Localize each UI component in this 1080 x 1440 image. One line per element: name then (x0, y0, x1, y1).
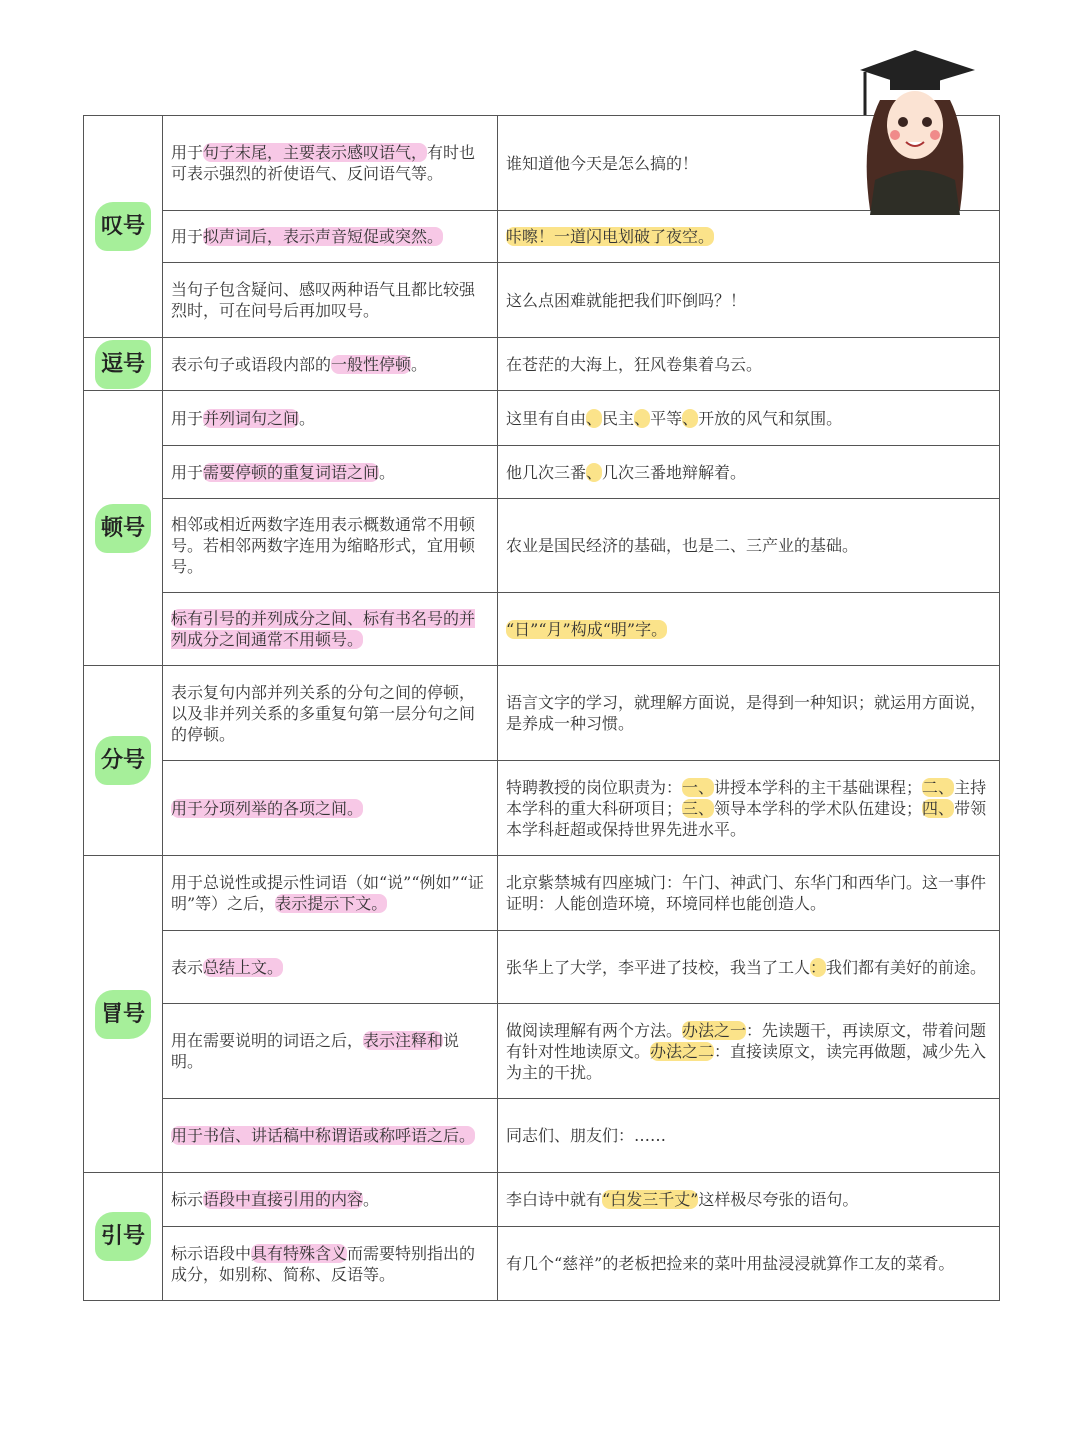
usage-description (163, 391, 498, 446)
example-sentence (498, 856, 1000, 931)
table-row (84, 761, 1000, 856)
highlighted-text: 标有引号的并列成分之间、标有书名号的并列成分之间通常不用顿号。 (171, 609, 476, 649)
text: 表示句子或语段内部的 (171, 354, 332, 374)
category-label: 顿号 (95, 504, 151, 553)
highlighted-text: 、 (634, 408, 651, 428)
table-row (84, 1173, 1000, 1227)
highlighted-text: 总结上文。 (203, 957, 284, 977)
example-sentence (498, 263, 1000, 338)
table-row (84, 593, 1000, 666)
category-label: 引号 (95, 1212, 151, 1261)
text: 做阅读理解有两个方法。 (506, 1020, 683, 1040)
text: 这么点困难就能把我们吓倒吗？！ (506, 290, 747, 310)
text: 谁知道他今天是怎么搞的！ (506, 153, 699, 173)
highlighted-text: 表示注释和 (363, 1031, 444, 1050)
usage-description (163, 1227, 498, 1301)
text: 特聘教授的岗位职责为： (506, 777, 683, 797)
text: 同志们、朋友们：…… (506, 1126, 667, 1145)
category-label: 冒号 (95, 990, 151, 1039)
text: 有时也可表示强烈的祈使语气、反问语气等。 (171, 143, 476, 183)
example-sentence (498, 931, 1000, 1004)
example-sentence (498, 761, 1000, 856)
text: 表示复句内部并列关系的分句之间的停顿，以及非并列关系的多重复句第一层分句之间的停顿。 (171, 682, 476, 744)
category-label: 分号 (95, 736, 151, 785)
text: 当句子包含疑问、感叹两种语气且都比较强烈时，可在问号后再加叹号。 (171, 280, 476, 320)
category-cell (84, 856, 163, 1173)
highlighted-text: 办法之二 (650, 1041, 715, 1061)
text: 标示 (171, 1190, 204, 1209)
highlighted-text: 、 (682, 408, 699, 428)
text: 用于 (171, 227, 204, 246)
highlighted-text: 二、 (922, 777, 955, 797)
usage-description (163, 116, 498, 211)
usage-description (163, 593, 498, 666)
usage-description (163, 1173, 498, 1227)
text: 领导本学科的学术队伍建设； (714, 798, 923, 818)
highlighted-text: 用于分项列举的各项之间。 (171, 798, 364, 818)
category-cell (84, 666, 163, 856)
example-sentence (498, 391, 1000, 446)
table-row (84, 931, 1000, 1004)
text: 这样极尽夸张的语句。 (698, 1190, 859, 1209)
text: 用于 (171, 408, 204, 428)
text: ：先读题干，再读原文，带着问题有针对性地读原文。 (506, 1020, 987, 1061)
highlighted-text: “白发三千丈” (602, 1190, 699, 1209)
text: 用于总说性或提示性词语（如“说”“例如”“证明”等）之后， (171, 873, 484, 913)
usage-description (163, 931, 498, 1004)
table-row (84, 338, 1000, 391)
highlighted-text: 办法之一 (682, 1020, 747, 1040)
table-row (84, 499, 1000, 593)
usage-description (163, 1004, 498, 1099)
example-sentence (498, 593, 1000, 666)
text: 民主 (602, 408, 635, 428)
text: 在苍茫的大海上，狂风卷集着乌云。 (506, 354, 763, 374)
example-sentence (498, 1173, 1000, 1227)
usage-description (163, 856, 498, 931)
table-row (84, 1004, 1000, 1099)
highlighted-text: “日”“月”构成“明”字。 (506, 619, 668, 639)
usage-description (163, 211, 498, 263)
highlighted-text: 三、 (682, 798, 715, 818)
example-sentence (498, 1004, 1000, 1099)
example-sentence (498, 499, 1000, 593)
usage-description (163, 338, 498, 391)
example-sentence (498, 1227, 1000, 1301)
highlighted-text: 用于书信、讲话稿中称谓语或称呼语之后。 (171, 1126, 476, 1145)
text: 有几个“慈祥”的老板把捡来的菜叶用盐浸浸就算作工友的菜肴。 (506, 1254, 955, 1273)
highlighted-text: 拟声词后，表示声音短促或突然。 (203, 227, 444, 246)
text: 用于 (171, 462, 204, 482)
text: 。 (411, 354, 428, 374)
text: 。 (379, 462, 396, 482)
table-row (84, 391, 1000, 446)
category-cell (84, 116, 163, 338)
text: 李白诗中就有 (506, 1190, 603, 1209)
usage-description (163, 1099, 498, 1173)
text: 表示 (171, 957, 204, 977)
table-row (84, 446, 1000, 499)
highlighted-text: 四、 (922, 798, 955, 818)
highlighted-text: 咔嚓！一道闪电划破了夜空。 (506, 227, 715, 246)
graduate-girl-illustration (840, 40, 990, 230)
category-cell (84, 1173, 163, 1301)
usage-description (163, 263, 498, 338)
table-row (84, 666, 1000, 761)
text: 他几次三番 (506, 462, 587, 482)
text: 平等 (650, 408, 683, 428)
highlighted-text: 并列词句之间 (203, 408, 300, 428)
text: 讲授本学科的主干基础课程； (714, 777, 923, 797)
text: 语言文字的学习，就理解方面说，是得到一种知识；就运用方面说，是养成一种习惯。 (506, 693, 987, 733)
usage-description (163, 446, 498, 499)
punctuation-table (83, 115, 1000, 1301)
table-row (84, 1227, 1000, 1301)
highlighted-text: 、 (586, 408, 603, 428)
table-row (84, 1099, 1000, 1173)
text: 标示语段中 (171, 1243, 252, 1263)
text: 几次三番地辩解着。 (602, 462, 747, 482)
category-cell (84, 391, 163, 666)
text: ：直接读原文，读完再做题，减少先入为主的干扰。 (506, 1041, 987, 1082)
text: 说明。 (171, 1031, 460, 1071)
table-row (84, 856, 1000, 931)
table-row (84, 263, 1000, 338)
highlighted-text: 一般性停顿 (331, 354, 412, 374)
text: 主持本学科的重大科研项目； (506, 777, 987, 818)
text: 而需要特别指出的成分，如别称、简称、反语等。 (171, 1243, 476, 1284)
example-sentence (498, 1099, 1000, 1173)
highlighted-text: ： (810, 957, 827, 977)
text: 农业是国民经济的基础，也是二、三产业的基础。 (506, 536, 859, 555)
highlighted-text: 一、 (682, 777, 715, 797)
example-sentence (498, 666, 1000, 761)
highlighted-text: 需要停顿的重复词语之间 (203, 462, 380, 482)
text: 北京紫禁城有四座城门：午门、神武门、东华门和西华门。这一事件证明：人能创造环境，环境同样也能创造人。 (506, 873, 987, 913)
text: 张华上了大学，李平进了技校，我当了工人 (506, 957, 811, 977)
text: 用在需要说明的词语之后， (171, 1031, 364, 1050)
text: 相邻或相近两数字连用表示概数通常不用顿号。若相邻两数字连用为缩略形式，宜用顿号。 (171, 515, 476, 576)
text: 。 (363, 1190, 380, 1209)
text: 。 (299, 408, 316, 428)
usage-description (163, 666, 498, 761)
highlighted-text: 语段中直接引用的内容 (203, 1190, 364, 1209)
highlighted-text: 具有特殊含义 (251, 1243, 348, 1263)
text: 我们都有美好的前途。 (826, 957, 987, 977)
highlighted-text: 句子末尾，主要表示感叹语气， (203, 143, 428, 162)
category-cell (84, 338, 163, 391)
example-sentence (498, 446, 1000, 499)
text: 用于 (171, 143, 204, 162)
category-label: 叹号 (95, 202, 151, 251)
text: 这里有自由 (506, 408, 587, 428)
usage-description (163, 761, 498, 856)
category-label: 逗号 (95, 340, 151, 389)
text: 带领本学科赶超或保持世界先进水平。 (506, 798, 987, 839)
text: 开放的风气和氛围。 (698, 408, 843, 428)
example-sentence (498, 338, 1000, 391)
highlighted-text: 、 (586, 462, 603, 482)
highlighted-text: 表示提示下文。 (275, 894, 388, 913)
usage-description (163, 499, 498, 593)
